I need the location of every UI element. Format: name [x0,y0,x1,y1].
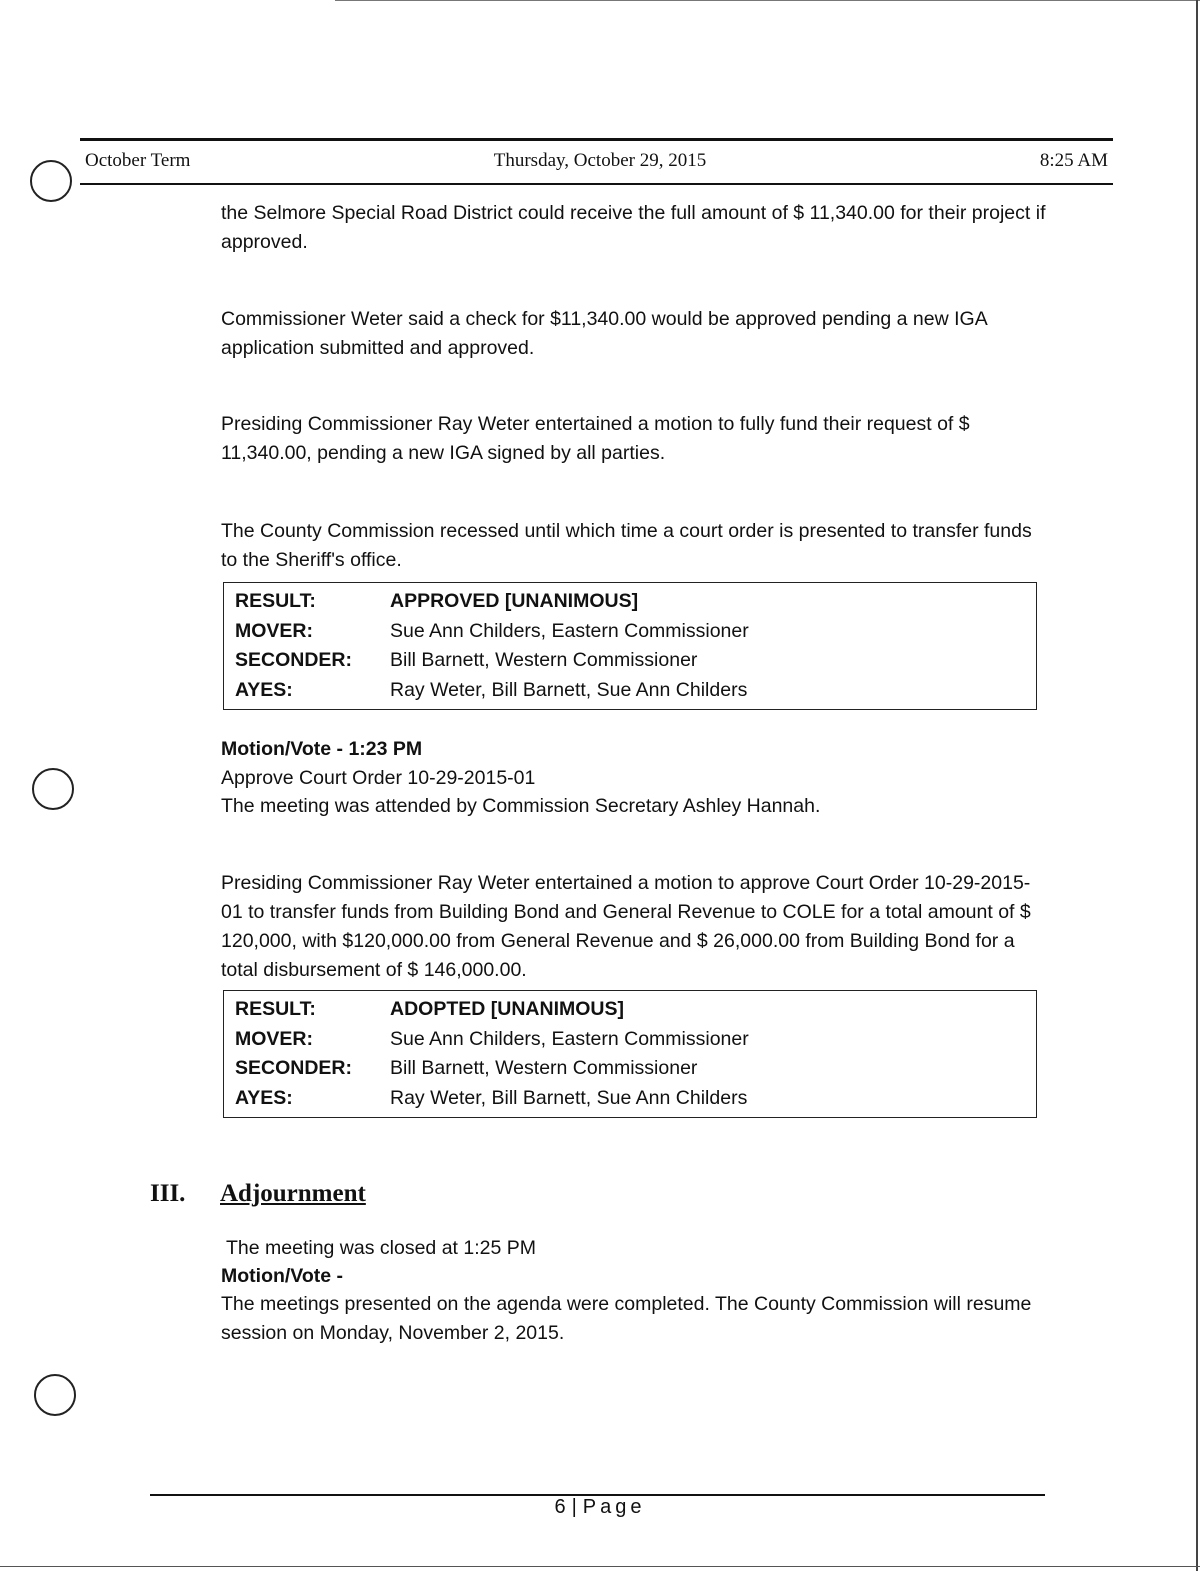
meeting-closed-text: The meeting was closed at 1:25 PM [226,1237,536,1259]
vote-result-value: APPROVED [UNANIMOUS] [390,590,639,612]
vote-label: MOVER: [235,619,313,642]
vote-row-result [224,995,1036,1025]
vote-mover-value: Sue Ann Childers, Eastern Commissioner [390,1027,749,1050]
paragraph-motion-fund: Presiding Commissioner Ray Weter entertained a motion to fully fund their request of $ 11,340.00, pending a new IGA signed by all parties. [221,413,970,464]
section-heading-adjournment [150,1180,366,1208]
vote-row-ayes [224,676,1036,706]
scan-edge-bottom [0,1566,1200,1567]
page-word: Page [582,1496,646,1518]
vote-row-result [224,587,1036,617]
header-rule-bottom [80,183,1113,185]
vote-result-box-1 [223,582,1037,710]
vote-row-mover [224,617,1036,647]
paragraph-recess: The County Commission recessed until which time a court order is presented to transfer funds to the Sheriff's office. [221,520,1032,571]
section-number: III. [150,1180,186,1207]
vote-label: AYES: [235,1086,293,1109]
vote-mover-value: Sue Ann Childers, Eastern Commissioner [390,619,749,642]
header-time: 8:25 AM [1039,150,1108,171]
vote-result-value: ADOPTED [UNANIMOUS] [390,998,624,1020]
vote-row-mover [224,1025,1036,1055]
paragraph-check-approval: Commissioner Weter said a check for $11,340.00 would be approved pending a new IGA application submitted and approved. [221,308,987,359]
vote-result-box-2 [223,990,1037,1118]
vote-seconder-value: Bill Barnett, Western Commissioner [390,1057,698,1079]
footer-separator: | [571,1496,577,1518]
attendance-note: The meeting was attended by Commission Secretary Ashley Hannah. [221,795,821,817]
vote-row-seconder [224,1054,1036,1084]
page-number: 6 [554,1496,566,1518]
header-term: October Term [85,150,191,171]
header-rule-top [80,138,1113,141]
vote-label: SECONDER: [235,1057,353,1079]
vote-label: RESULT: [235,998,316,1020]
section-title: Adjournment [220,1180,366,1207]
page-footer [0,1496,1200,1519]
vote-label: SECONDER: [235,649,353,671]
vote-row-ayes [224,1084,1036,1114]
punch-hole-middle [32,768,74,810]
vote-label: RESULT: [235,590,316,612]
vote-ayes-value: Ray Weter, Bill Barnett, Sue Ann Childers [390,1086,748,1109]
scan-edge-right [1196,0,1198,1571]
paragraph-road-district: the Selmore Special Road District could receive the full amount of $ 11,340.00 for their project if approved. [221,202,1046,253]
vote-label: MOVER: [235,1027,313,1050]
motion-vote-heading: Motion/Vote - 1:23 PM [221,738,423,760]
paragraph-court-order: Presiding Commissioner Ray Weter entertained a motion to approve Court Order 10-29-2015-01 to transfer funds from Building Bond and General Revenue to COLE for a total amount of $ 120,000, with $120,000.00 from General Revenue and $ 26,000.00 from Building Bond for a total disbursement of $ 146,000.00. [221,872,1031,981]
scan-edge-top [335,0,1200,1]
header-date: Thursday, October 29, 2015 [493,150,707,171]
motion-item: Approve Court Order 10-29-2015-01 [221,767,536,789]
vote-row-seconder [224,646,1036,676]
vote-label: AYES: [235,678,293,701]
vote-ayes-value: Ray Weter, Bill Barnett, Sue Ann Childers [390,678,748,701]
vote-seconder-value: Bill Barnett, Western Commissioner [390,649,698,671]
closing-paragraph: The meetings presented on the agenda were completed. The County Commission will resume session on Monday, November 2, 2015. [221,1293,1032,1344]
punch-hole-bottom [34,1374,76,1416]
adjournment-motion-heading: Motion/Vote - [221,1265,344,1287]
